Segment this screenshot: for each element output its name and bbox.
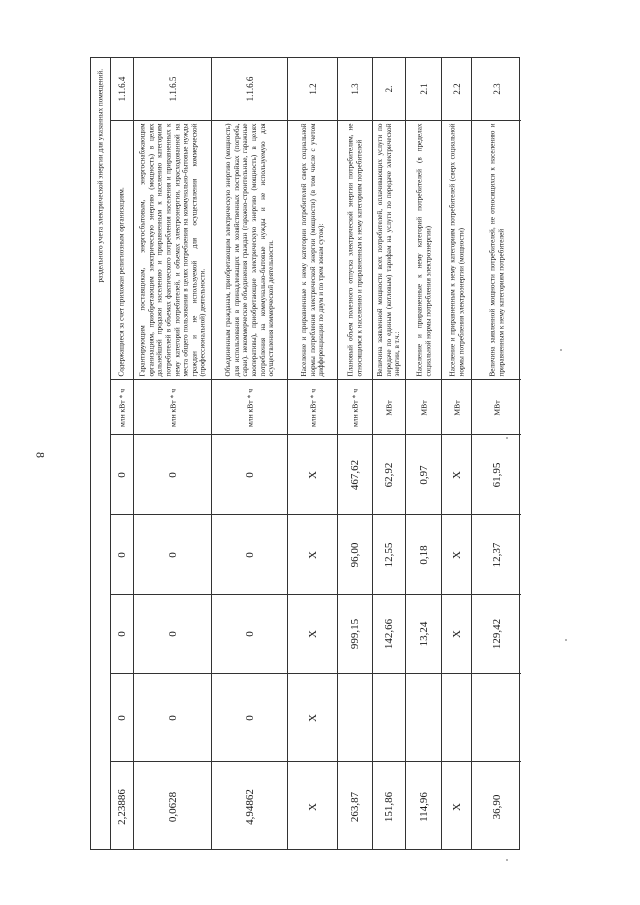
value-cell: [338, 761, 372, 851]
cell-value: Х: [450, 630, 463, 638]
scan-speck: [560, 349, 562, 351]
row-number: 1.3: [350, 83, 360, 95]
value-cell: [288, 761, 337, 851]
row-description: раздельного учета электрической энергии для указанных помещений.: [96, 68, 105, 282]
cell-value: 0: [243, 551, 256, 558]
description-cell: [472, 120, 521, 379]
unit-cell: [288, 379, 337, 434]
value-cell: [111, 761, 133, 851]
description-cell: [338, 120, 372, 379]
value-cell: [288, 434, 337, 514]
cell-value: 61,95: [490, 462, 503, 487]
cell-value: Х: [450, 550, 463, 559]
cell-value: 0: [166, 471, 179, 478]
description-cell: [406, 120, 441, 379]
cell-value: Х: [450, 802, 463, 811]
value-cell: [442, 594, 471, 673]
table-row: [110, 58, 133, 849]
value-cell: [338, 673, 372, 761]
row-number: 1.1.6.6: [244, 76, 255, 102]
unit-cell: [338, 379, 372, 434]
table-row: [287, 58, 337, 849]
row-number-cell: [442, 58, 471, 120]
description-cell: [111, 120, 133, 379]
value-cell: [373, 761, 405, 851]
scan-speck: [506, 859, 508, 861]
value-cell: [373, 434, 405, 514]
cell-value: 129,42: [490, 618, 503, 650]
value-cell: [472, 761, 521, 851]
row-number: 2.2: [451, 83, 462, 95]
row-description: Величина заявленной мощности всех потребителей, оплачивающих услуги по передаче по единым (котловым) тарифам на услуги по передаче электрической энергии, в т.ч.:: [376, 123, 402, 377]
value-cell: [134, 761, 211, 851]
row-description: Население и приравненные к нему категории потребителей сверх социальной нормы потребления электрической энергии (мощности) (в том числе с учетом дифференциации по двум и по трем зонам суток):: [299, 123, 325, 377]
value-cell: [442, 673, 471, 761]
unit-label: МВт: [419, 400, 428, 416]
unit-cell: [111, 379, 133, 434]
unit-cell: [472, 379, 521, 434]
row-description: Гарантирующим поставщикам, энергосбытовым, энергоснабжающим организациям, приобретающим электрическую энергию (мощность) в целях дальнейшей продажи населению и приравненным к населению категориям потребителей в объемах фактического потребления населения и приравненных к нему категорий потребителей, и объемах электроэнергии, израсходованной на места общего пользования в целях потребления на коммунально-бытовые нужды граждан и не используемой для осуществления коммерческой (профессиональной) деятельности.: [137, 123, 207, 377]
cell-value: Х: [306, 470, 319, 479]
value-cell: [373, 514, 405, 594]
description-cell: [442, 120, 471, 379]
cell-value: 0,97: [417, 464, 430, 485]
table-row: [471, 58, 521, 849]
value-cell: [442, 434, 471, 514]
unit-label: млн кВт * ч: [168, 388, 177, 428]
value-cell: [442, 761, 471, 851]
value-cell: [212, 594, 287, 673]
row-number-cell: [406, 58, 441, 120]
row-description: Население и приравненным к нему категориям потребителей (сверх социальной нормы потребления электроэнергии (мощности): [447, 123, 465, 377]
value-cell: [134, 594, 211, 673]
table-row: [337, 58, 372, 849]
cell-value: 62,92: [383, 462, 395, 487]
cell-value: 2,23886: [116, 788, 128, 825]
value-cell: [212, 514, 287, 594]
value-cell: [111, 673, 133, 761]
table-row: [405, 58, 441, 849]
description-cell: [134, 120, 211, 379]
unit-label: млн кВт * ч: [350, 388, 360, 428]
cell-value: 999,15: [349, 618, 361, 650]
value-cell: [472, 673, 521, 761]
value-cell: [111, 594, 133, 673]
unit-label: МВт: [492, 400, 501, 416]
value-cell: [406, 673, 441, 761]
cell-value: Х: [306, 550, 319, 559]
description-cell: [373, 120, 405, 379]
cell-value: Х: [306, 630, 319, 638]
value-cell: [134, 673, 211, 761]
unit-label: МВт: [452, 400, 461, 416]
value-cell: [472, 594, 521, 673]
cell-value: Х: [450, 470, 463, 479]
cell-value: 96,00: [349, 542, 361, 567]
row-number-cell: [288, 58, 337, 120]
unit-cell: [212, 379, 287, 434]
unit-label: млн кВт * ч: [245, 388, 254, 428]
value-cell: [111, 434, 133, 514]
row-number: 1.2: [307, 83, 318, 95]
cell-value: 12,37: [490, 542, 503, 567]
row-description: Содержащиеся за счет прихожан религиозным организациям.: [117, 187, 126, 377]
cell-value: 0: [166, 714, 179, 721]
row-number-cell: [373, 58, 405, 120]
value-cell: [442, 514, 471, 594]
cell-value: 0: [243, 471, 256, 478]
page-number: 8: [33, 452, 48, 458]
value-cell: [406, 514, 441, 594]
cell-value: 0: [166, 551, 179, 558]
value-cell: [406, 761, 441, 851]
value-cell: [212, 434, 287, 514]
cell-value: 0,18: [417, 544, 430, 565]
cell-value: 467,62: [349, 459, 361, 490]
row-number-cell: [472, 58, 521, 120]
row-number: 2.1: [418, 83, 429, 95]
row-number: 2.3: [491, 83, 502, 95]
value-cell: [472, 514, 521, 594]
cell-value: 151,86: [383, 791, 395, 822]
value-cell: [338, 594, 372, 673]
row-description: Население и приравненные к нему категорий потребителей (в пределах социальной нормы потребления электроэнергии): [414, 123, 432, 377]
row-number-cell: [212, 58, 287, 120]
cell-value: 114,96: [417, 791, 430, 822]
unit-cell: [406, 379, 441, 434]
value-cell: [288, 673, 337, 761]
unit-label: млн кВт * ч: [308, 388, 317, 428]
value-cell: [406, 594, 441, 673]
row-number-cell: [111, 58, 133, 120]
value-cell: [373, 594, 405, 673]
value-cell: [288, 514, 337, 594]
table-row: [91, 58, 110, 849]
cell-value: 0: [116, 551, 128, 558]
row-number-cell: [134, 58, 211, 120]
row-number: 2.: [384, 85, 394, 93]
table-row: [133, 58, 211, 849]
row-description: Плановый объем полезного отпуска электрической энергии потребителям, не относящимся к населению и приравненным к нему категориям потребителей: [346, 123, 363, 377]
table-row: [211, 58, 287, 849]
unit-label: МВт: [384, 400, 394, 416]
cell-value: 142,66: [383, 618, 395, 650]
row-number-cell: [338, 58, 372, 120]
unit-cell: [373, 379, 405, 434]
unit-cell: [442, 379, 471, 434]
cell-value: 4,94862: [243, 788, 256, 825]
cell-value: 0: [243, 714, 256, 721]
cell-value: 0: [243, 631, 256, 637]
row-number: 1.1.6.5: [167, 76, 178, 102]
cell-value: 13,24: [417, 621, 430, 647]
table-row: [441, 58, 471, 849]
value-cell: [288, 594, 337, 673]
value-cell: [338, 514, 372, 594]
cell-value: 0: [166, 631, 179, 637]
unit-label: млн кВт * ч: [117, 388, 127, 428]
cell-value: 0,0628: [166, 791, 179, 822]
scan-speck: [565, 639, 567, 641]
description-cell: [288, 120, 337, 379]
unit-cell: [134, 379, 211, 434]
data-table: [90, 57, 520, 850]
cell-value: 263,87: [349, 791, 361, 822]
row-description: Величина заявленной мощности потребителей, не относящихся к населению и приравненным к нему категориям потребителей: [487, 123, 505, 377]
cell-value: 36,90: [490, 794, 503, 819]
row-number: 1.1.6.4: [117, 76, 127, 102]
cell-value: 0: [116, 631, 128, 637]
value-cell: [134, 434, 211, 514]
continuation-cell: [91, 58, 110, 379]
value-cell: [406, 434, 441, 514]
cell-value: 12,55: [383, 542, 395, 567]
value-cell: [338, 434, 372, 514]
value-cell: [134, 514, 211, 594]
table-row: [372, 58, 405, 849]
cell-value: Х: [306, 713, 319, 722]
cell-value: 0: [116, 714, 128, 721]
description-cell: [212, 120, 287, 379]
cell-value: Х: [306, 802, 319, 811]
value-cell: [212, 761, 287, 851]
value-cell: [111, 514, 133, 594]
value-cell: [212, 673, 287, 761]
cell-value: 0: [116, 471, 128, 478]
row-description: Объединенным гражданам, приобретающим электрическую энергию (мощность) для использования в принадлежащих им хозяйственных постройках (погреба, сараи). некоммерческие объединения граждан (гаражно-строительные, гаражные кооперативы), приобретающие электрическую энергию (мощность) в целях потребления на коммунально-бытовые нужды и не используемую для осуществления коммерческой деятельности.: [223, 123, 275, 377]
value-cell: [472, 434, 521, 514]
value-cell: [373, 673, 405, 761]
